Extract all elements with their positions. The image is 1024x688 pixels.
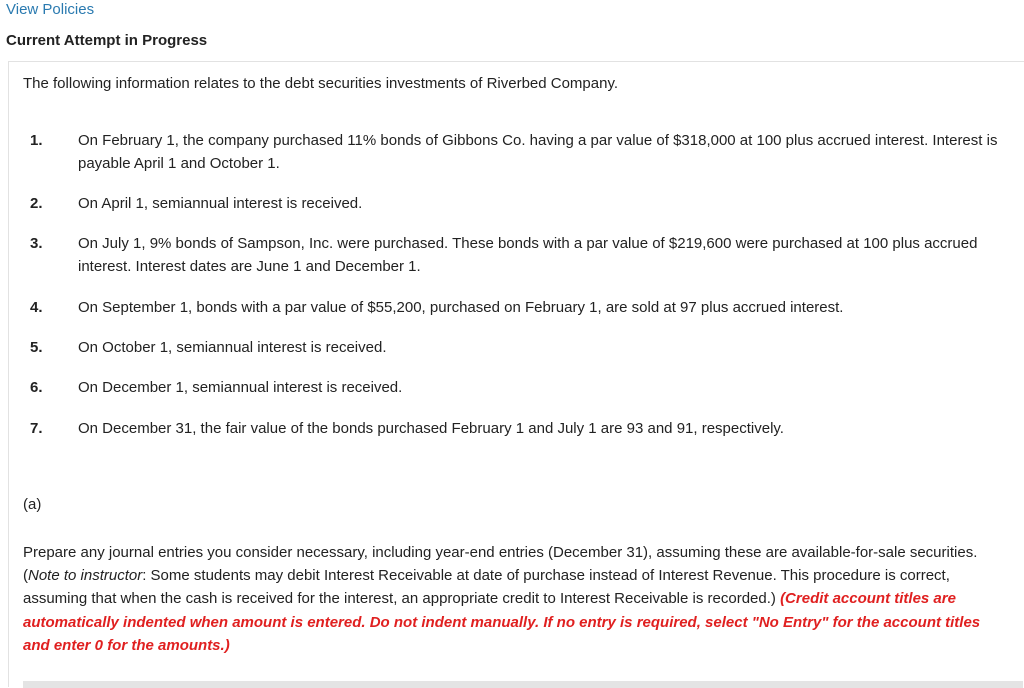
- attempt-status: Current Attempt in Progress: [6, 32, 208, 49]
- instructions-text: Prepare any journal entries you consider necessary, including year-end entries (December 31), assuming these are available-for-sale securities. (: [23, 544, 978, 585]
- item-text: On December 1, semiannual interest is received.: [78, 379, 403, 396]
- item-text: On July 1, 9% bonds of Sampson, Inc. were purchased. These bonds with a par value of $219,600 were purchased at 100 plus accrued interest. Interest dates are June 1 and December 1.: [78, 235, 978, 275]
- note-label: Note to instructor: [28, 567, 143, 585]
- instructions: [23, 541, 998, 657]
- item-text: On October 1, semiannual interest is received.: [78, 339, 387, 356]
- item-number: 5.: [30, 339, 43, 356]
- item-number: 7.: [30, 420, 43, 437]
- item-text: On April 1, semiannual interest is received.: [78, 195, 363, 212]
- part-label: (a): [23, 496, 42, 513]
- view-policies-link[interactable]: View Policies: [6, 1, 95, 18]
- question-panel: [8, 61, 1024, 687]
- item-text: On December 31, the fair value of the bonds purchased February 1 and July 1 are 93 and 91, respectively.: [78, 420, 784, 437]
- item-text: On February 1, the company purchased 11% bonds of Gibbons Co. having a par value of $318,000 at 100 plus accrued interest. Interest is payable April 1 and October 1.: [78, 132, 998, 172]
- item-number: 6.: [30, 379, 43, 396]
- item-number: 2.: [30, 195, 43, 212]
- instructions-warning: (Credit account titles are automatically indented when amount is entered. Do not indent manually. If no entry is required, select "No Entry" for the account titles and enter 0 for the amounts.): [23, 590, 981, 654]
- instructions-text-2: : Some students may debit Interest Receivable at date of purchase instead of Interest Revenue. This procedure is correct, assuming that when the cash is received for the interest, an appropriate credit to Interest Receivable is recorded.): [23, 567, 950, 608]
- item-number: 4.: [30, 299, 43, 316]
- item-number: 3.: [30, 235, 43, 252]
- question-intro: The following information relates to the debt securities investments of Riverbed Company.: [23, 75, 619, 92]
- item-number: 1.: [30, 132, 43, 149]
- item-text: On September 1, bonds with a par value of $55,200, purchased on February 1, are sold at 97 plus accrued interest.: [78, 299, 844, 316]
